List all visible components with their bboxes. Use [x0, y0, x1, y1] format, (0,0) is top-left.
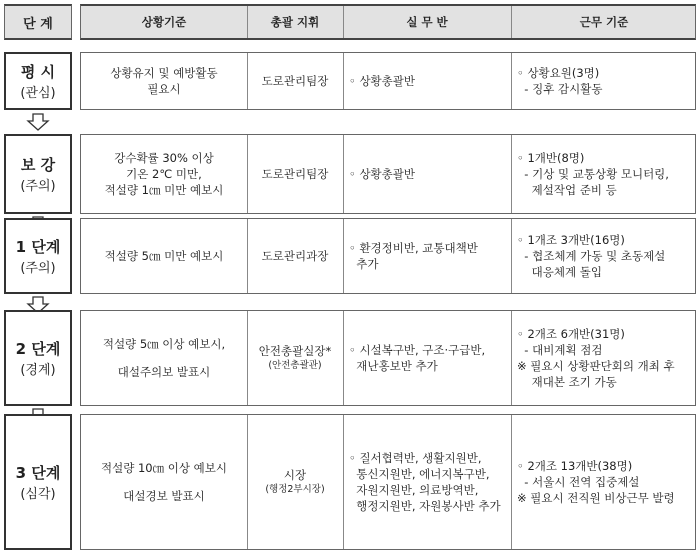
- cell-command: [247, 135, 343, 213]
- header-stage-label: 단 계: [23, 16, 53, 32]
- stage-level: (경계): [20, 363, 56, 378]
- stage-level: (주의): [20, 261, 56, 276]
- stage-box: [4, 52, 72, 110]
- duty-line: ◦ 1개반(8명): [517, 150, 585, 165]
- cell-team: [343, 415, 511, 549]
- header-criteria-label: 상황기준: [141, 14, 187, 29]
- cell-command: [247, 219, 343, 293]
- stage-name: 보 강: [20, 156, 56, 174]
- table-row: [80, 134, 696, 214]
- stage-level: (심각): [20, 487, 56, 502]
- stage-name: 3 단계: [15, 464, 61, 482]
- cell-criteria: [81, 415, 247, 549]
- duty-line: ◦ 2개조 6개반(31명): [517, 326, 625, 341]
- header-command: [247, 6, 343, 38]
- duty-line: - 서울시 전역 집중제설: [517, 474, 640, 489]
- table-row: [80, 310, 696, 406]
- cell-criteria: [81, 219, 247, 293]
- table-row: [80, 414, 696, 550]
- cell-duty: [511, 135, 697, 213]
- duty-line: - 협조체계 가동 및 초동제설: [517, 248, 666, 263]
- header-team-label: 실 무 반: [406, 14, 448, 29]
- duty-line: - 기상 및 교통상황 모니터링,: [517, 166, 669, 181]
- cell-criteria: [81, 311, 247, 405]
- criteria-line: 적설량 10㎝ 이상 예보시: [101, 460, 227, 475]
- stage-box: [4, 218, 72, 294]
- cell-team: [343, 53, 511, 109]
- header-duty-label: 근무 기준: [579, 14, 629, 29]
- header-duty: [511, 6, 697, 38]
- duty-line: - 대비계획 점검: [517, 342, 603, 357]
- cell-duty: [511, 415, 697, 549]
- header-team: [343, 6, 511, 38]
- criteria-line: 강수확률 30% 이상: [114, 150, 214, 165]
- stage-level: (관심): [20, 86, 56, 101]
- team-line: ◦ 환경정비반, 교통대책반: [349, 240, 478, 255]
- command-line: (행정2부시장): [265, 484, 325, 496]
- duty-line: 제설작업 준비 등: [517, 183, 617, 198]
- command-line: 시장: [283, 468, 307, 483]
- cell-command: [247, 415, 343, 549]
- team-line: ◦ 질서협력반, 생활지원반,: [349, 450, 482, 465]
- team-line: 자원지원반, 의료방역반,: [349, 483, 479, 497]
- duty-line: 재대본 조기 가동: [517, 375, 617, 390]
- team-line: ◦ 시설복구반, 구조·구급반,: [349, 342, 486, 357]
- stage-name: 평 시: [20, 63, 56, 81]
- criteria-line: 상황유지 및 예방활동: [110, 65, 218, 80]
- cell-command: [247, 53, 343, 109]
- table-row: [80, 52, 696, 110]
- team-line: 행정지원반, 자원봉사반 추가: [349, 499, 501, 514]
- down-arrow-icon: [26, 113, 50, 131]
- team-line: ◦ 상황총괄반: [349, 166, 415, 181]
- team-line: 재난홍보반 추가: [349, 359, 438, 373]
- stage-box: [4, 310, 72, 406]
- command-line: (안전총괄관): [268, 360, 322, 372]
- criteria-line: 적설량 5㎝ 미만 예보시: [104, 248, 224, 263]
- cell-team: [343, 135, 511, 213]
- duty-line: 대응체계 돌입: [517, 265, 602, 280]
- duty-line: - 징후 감시활동: [517, 82, 603, 96]
- criteria-line: 적설량 1㎝ 미만 예보시: [104, 183, 224, 198]
- cell-command: [247, 311, 343, 405]
- command-line: 도로관리팀장: [261, 166, 329, 181]
- header-criteria: [81, 6, 247, 38]
- cell-criteria: [81, 135, 247, 213]
- criteria-line: 필요시: [147, 82, 181, 96]
- header-stage: [4, 4, 72, 40]
- cell-criteria: [81, 53, 247, 109]
- duty-line: ※ 필요시 상황판단회의 개최 후: [517, 359, 675, 373]
- stage-box: [4, 134, 72, 214]
- command-line: 도로관리과장: [261, 248, 329, 263]
- criteria-line: 기온 2℃ 미만,: [126, 166, 202, 181]
- team-line: 통신지원반, 에너지복구반,: [349, 466, 490, 481]
- stage-name: 2 단계: [15, 340, 61, 358]
- header-command-label: 총괄 지휘: [270, 14, 320, 29]
- command-line: 도로관리팀장: [261, 73, 329, 88]
- duty-line: ◦ 상황요원(3명): [517, 65, 600, 80]
- duty-line: ◦ 2개조 13개반(38명): [517, 458, 633, 473]
- stage-box: [4, 414, 72, 550]
- stage-name: 1 단계: [15, 238, 61, 256]
- team-line: 추가: [349, 257, 379, 271]
- duty-line: ◦ 1개조 3개반(16명): [517, 232, 625, 247]
- team-line: ◦ 상황총괄반: [349, 73, 415, 88]
- criteria-line: 대설주의보 발표시: [117, 365, 211, 379]
- cell-duty: [511, 219, 697, 293]
- header-row: [80, 4, 696, 40]
- cell-duty: [511, 311, 697, 405]
- command-line: 안전총괄실장*: [258, 344, 332, 359]
- cell-duty: [511, 53, 697, 109]
- criteria-line: 대설경보 발표시: [123, 489, 205, 503]
- duty-line: ※ 필요시 전직원 비상근무 발령: [517, 491, 675, 506]
- cell-team: [343, 311, 511, 405]
- cell-team: [343, 219, 511, 293]
- criteria-line: 적설량 5㎝ 이상 예보시,: [102, 336, 226, 351]
- stage-level: (주의): [20, 179, 56, 194]
- table-row: [80, 218, 696, 294]
